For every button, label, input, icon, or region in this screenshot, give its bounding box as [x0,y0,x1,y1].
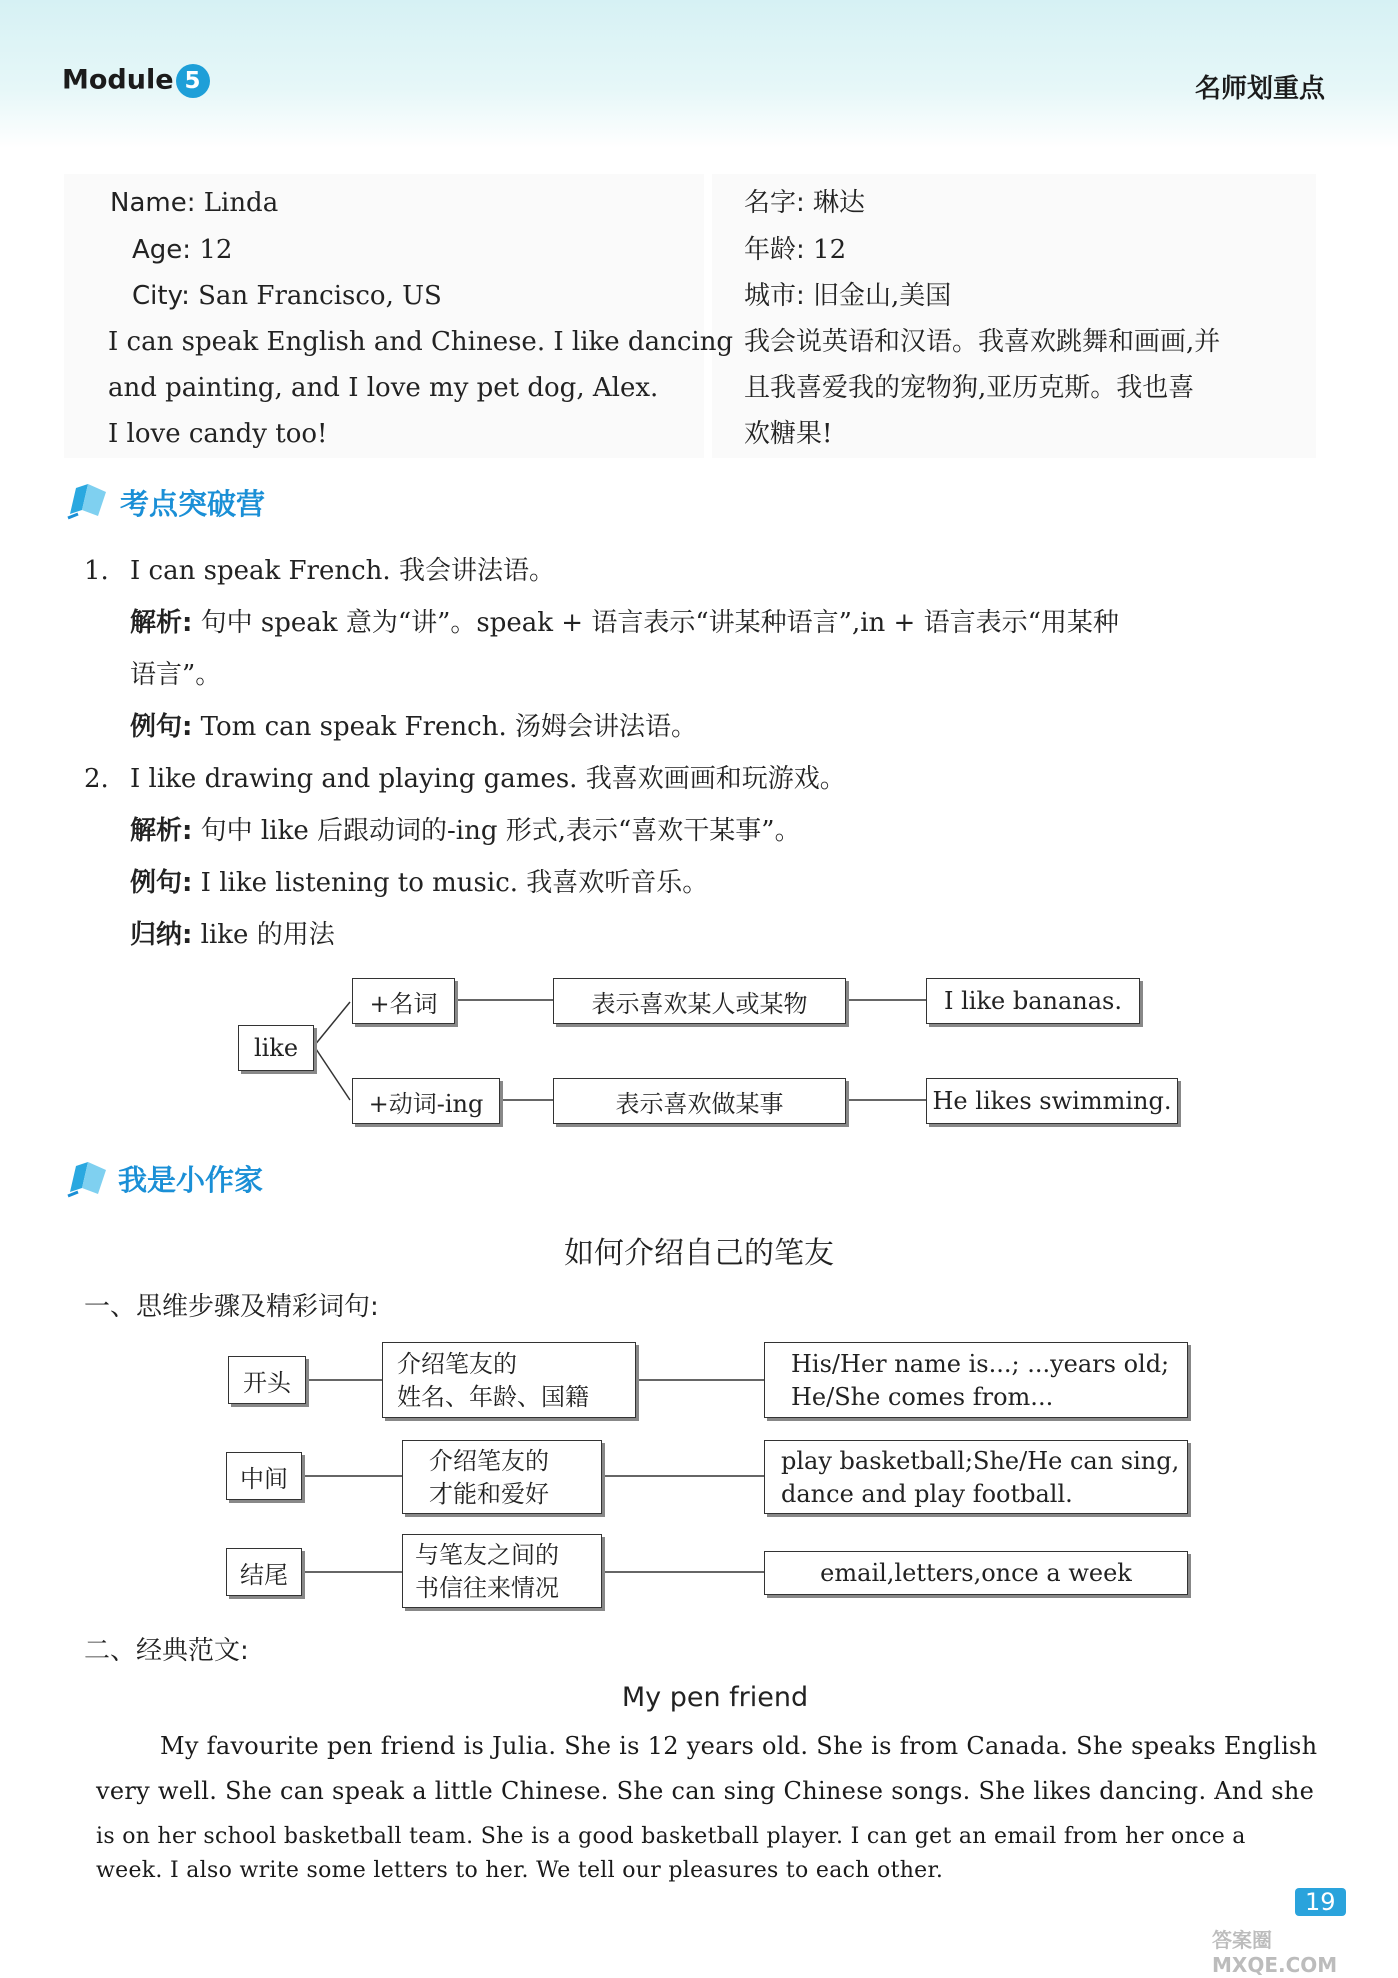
essay-line: My favourite pen friend is Julia. She is 12 years old. She is from Canada. She speaks English [160,1732,1318,1760]
profile-en-line3: I love candy too! [108,419,328,449]
essay-title: My pen friend [621,1682,809,1713]
step-row-mid-line2: 书信往来情况 [415,1574,559,1602]
essay-line: very well. She can speak a little Chinese. She can sing Chinese songs. She likes dancing. And she [96,1777,1315,1805]
item1-analysis-label: 解析: [130,608,193,638]
section-title-young-writer: 我是小作家 [118,1163,264,1197]
essay-line: is on her school basketball team. She is a good basketball player. I can get an email from her once a [96,1824,1246,1849]
profile-en-city-key: City: [132,281,190,311]
step-row-mid-line1: 介绍笔友的 [397,1350,517,1378]
diagram-like-root: like [238,1025,314,1071]
profile-cn-line3: 欢糖果! [744,419,833,449]
profile-cn-age-value: 12 [813,235,847,265]
profile-cn-age-key: 年龄: [744,235,805,265]
diagram-noun-meaning: 表示喜欢某人或某物 [553,978,846,1024]
diagram-verb-meaning: 表示喜欢做某事 [553,1078,846,1124]
item2-sentence: I like drawing and playing games. 我喜欢画画和玩游戏。 [130,764,846,794]
item2-example-label: 例句: [130,868,193,898]
essay-line: week. I also write some letters to her. We tell our pleasures to each other. [96,1858,944,1883]
item1-example-text: Tom can speak French. 汤姆会讲法语。 [200,712,697,742]
profile-cn-name-key: 名字: [744,188,805,218]
profile-en-age-key: Age: [132,235,192,265]
module-label-text: Module [62,64,174,96]
item2-example-text: I like listening to music. 我喜欢听音乐。 [200,868,709,898]
step-row-mid-line2: 姓名、年龄、国籍 [397,1383,589,1411]
step-row-right-line2: dance and play football. [781,1480,1073,1508]
item1-sentence: I can speak French. 我会讲法语。 [130,556,555,586]
profile-cn-line2: 且我喜爱我的宠物狗,亚历克斯。我也喜 [744,373,1195,403]
profile-cn-city-key: 城市: [744,281,805,311]
module-number-badge: 5 [176,64,210,98]
diagram-noun-box: +名词 [352,978,455,1024]
writing-subtitle: 如何介绍自己的笔友 [564,1236,834,1271]
part2-heading: 二、经典范文: [84,1636,249,1666]
profile-en-line1: I can speak English and Chinese. I like dancing [108,327,734,357]
step-row-right-line2: He/She comes from... [791,1383,1054,1411]
page-number: 19 [1295,1888,1346,1916]
step-row-mid-line1: 与笔友之间的 [415,1541,559,1569]
step-row-right-line1: His/Her name is...; ...years old; [791,1350,1170,1378]
profile-en-name-value: Linda [203,188,279,218]
profile-en-city-value: San Francisco, US [198,281,442,311]
watermark-logo: 答案圈 MXQE.COM [1212,1928,1338,1977]
step-row-right-box [764,1440,1188,1514]
profile-cn-line1: 我会说英语和汉语。我喜欢跳舞和画画,并 [744,327,1221,357]
step-row-label: 中间 [226,1452,302,1500]
item2-number: 2. [84,764,109,794]
diagram-verb-example: He likes swimming. [926,1078,1178,1124]
diagram-verb-box: +动词-ing [352,1078,500,1124]
item1-example-label: 例句: [130,712,193,742]
profile-en-line2: and painting, and I love my pet dog, Alex. [108,373,659,403]
profile-cn-city-value: 旧金山,美国 [813,281,952,311]
item1-analysis-text: 句中 speak 意为“讲”。speak + 语言表示“讲某种语言”,in + 语言表示“用某种 [200,608,1119,638]
step-row-label: 开头 [228,1356,306,1404]
step-row-mid-line2: 才能和爱好 [429,1480,549,1508]
item2-analysis-text: 句中 like 后跟动词的-ing 形式,表示“喜欢干某事”。 [200,816,801,846]
step-row-mid-box [382,1342,636,1418]
profile-cn-name-value: 琳达 [813,188,866,218]
profile-en-age-value: 12 [199,235,233,265]
item2-summary-label: 归纳: [130,920,193,950]
step-row-mid-line1: 介绍笔友的 [429,1447,549,1475]
step-row-right-box: email,letters,once a week [764,1551,1188,1595]
step-row-label: 结尾 [226,1548,302,1596]
item2-summary-text: like 的用法 [200,920,335,950]
item1-analysis-line2: 语言”。 [130,660,222,690]
diagram-noun-example: I like bananas. [926,978,1140,1024]
step-row-mid-box [402,1440,602,1514]
item2-analysis-label: 解析: [130,816,193,846]
part1-heading: 一、思维步骤及精彩词句: [84,1292,379,1322]
header-right-title: 名师划重点 [1195,74,1326,104]
item1-number: 1. [84,556,109,586]
step-row-mid-box [402,1534,602,1608]
section-title-exam-points: 考点突破营 [120,487,266,521]
profile-en-name-key: Name: [110,188,196,218]
step-row-right-line1: play basketball;She/He can sing, [781,1447,1180,1475]
step-row-right-box [764,1342,1188,1418]
